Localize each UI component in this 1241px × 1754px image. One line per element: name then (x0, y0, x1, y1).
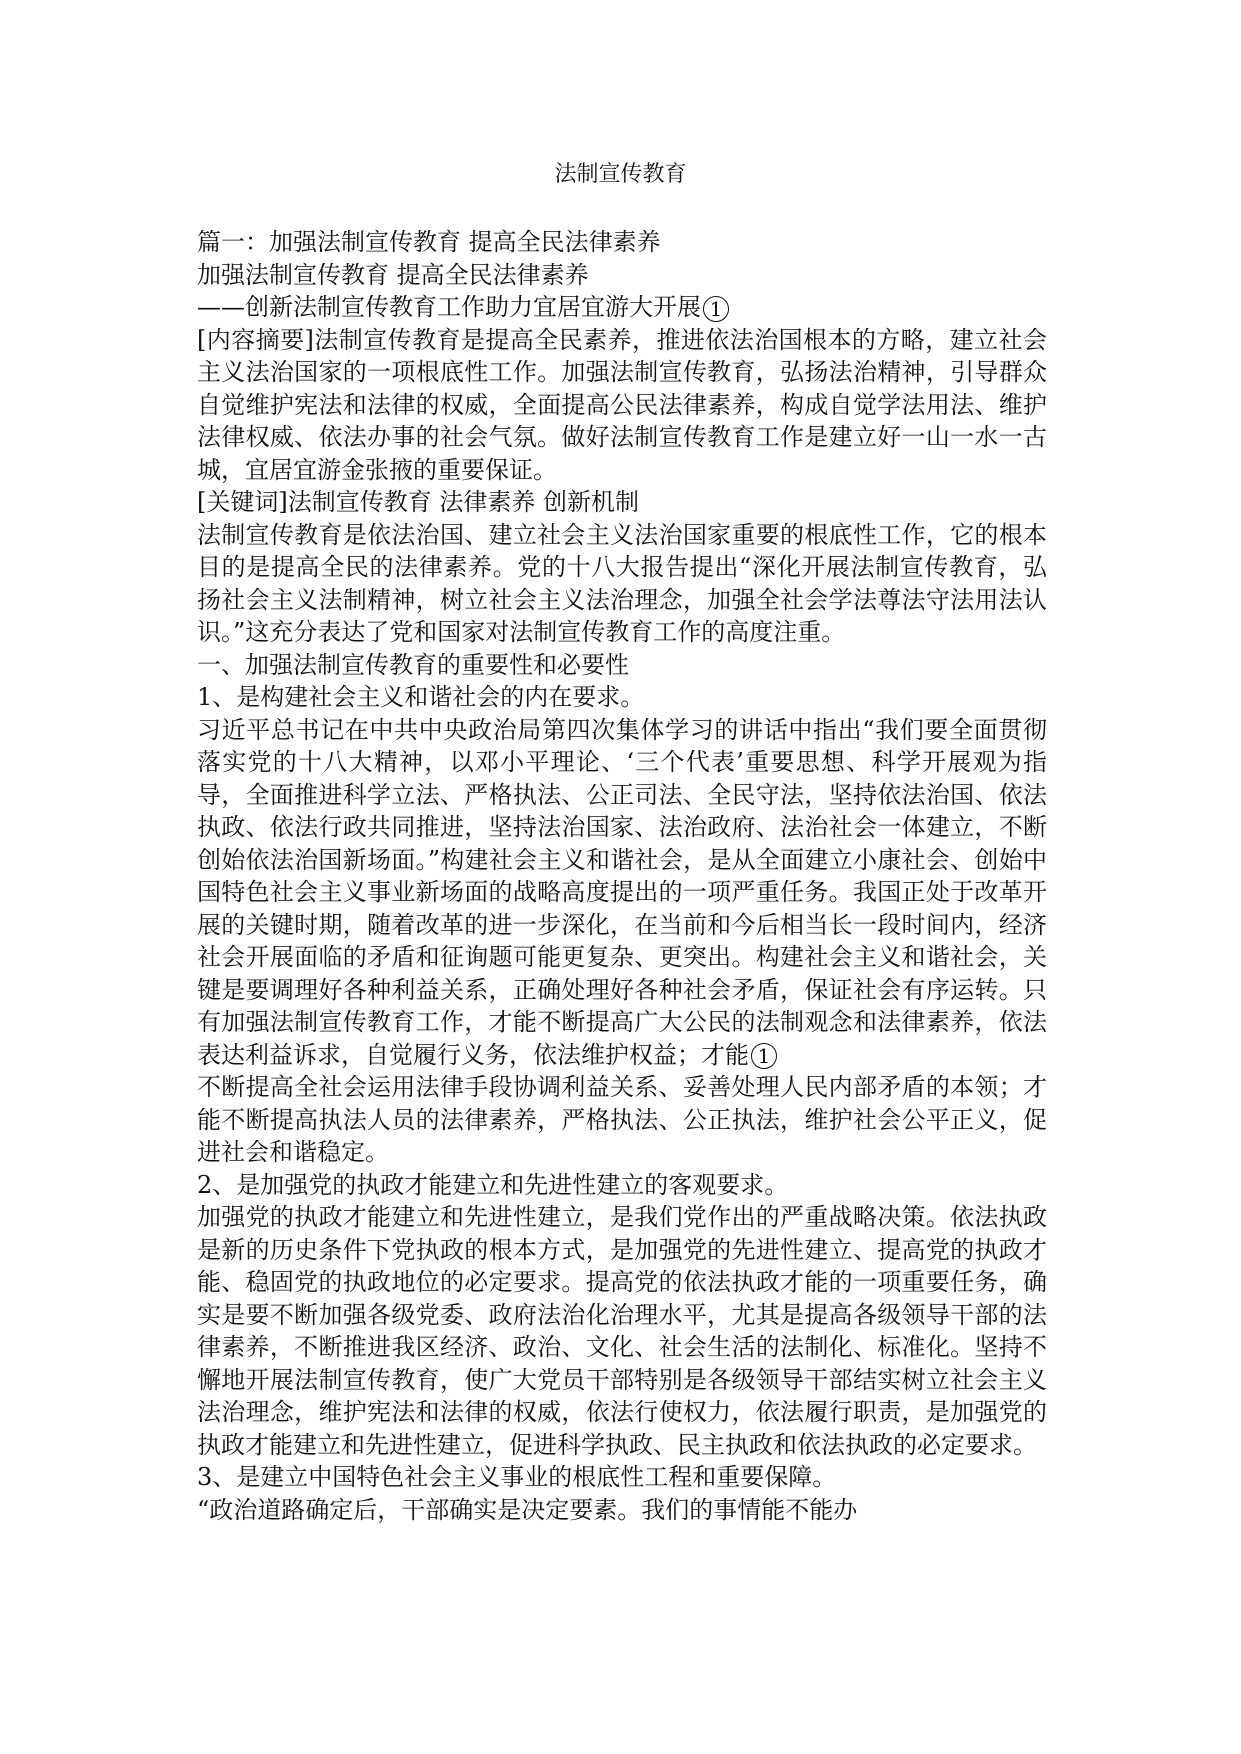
paragraph-text: 1、是构建社会主义和谐社会的内在要求。 (197, 683, 645, 711)
paragraph-text: 法制宣传教育是依法治国、建立社会主义法治国家重要的根底性工作，它的根本目的是提高全民的法律素养。党的十八大报告提出“深化开展法制宣传教育，弘扬社会主义法制精神，树立社会主义法治理念，加强全社会学法尊法守法用法认识。”这充分表达了党和国家对法制宣传教育工作的高度注重。 (197, 520, 1047, 646)
paragraph (197, 486, 1047, 519)
paragraph (197, 226, 1047, 259)
paragraph-text: 习近平总书记在中共中央政治局第四次集体学习的讲话中指出“我们要全面贯彻落实党的十八大精神，以邓小平理论、‘三个代表’重要思想、科学开展观为指导，全面推进科学立法、严格执法、公正司法、全民守法，坚持依法治国、依法执政、依法行政共同推进，坚持法治国家、法治政府、法治社会一体建立，不断创始依法治国新场面。”构建社会主义和谐社会，是从全面建立小康社会、创始中国特色社会主义事业新场面的战略高度提出的一项严重任务。我国正处于改革开展的关键时期，随着改革的进一步深化，在当前和今后相当长一段时间内，经济社会开展面临的矛盾和征询题可能更复杂、更突出。构建社会主义和谐社会，关键是要调理好各种利益关系，正确处理好各种社会矛盾，保证社会有序运转。只有加强法制宣传教育工作，才能不断提高广大公民的法制观念和法律素养，依法表达利益诉求，自觉履行义务，依法维护权益；才能 (197, 715, 1047, 1069)
paragraph-text: 2、是加强党的执政才能建立和先进性建立的客观要求。 (197, 1170, 789, 1199)
document-title: 法制宣传教育 (554, 162, 687, 187)
paragraph (197, 1494, 1047, 1527)
paragraph (197, 649, 1047, 682)
paragraph-text: 加强法制宣传教育 提高全民法律素养 (197, 260, 589, 289)
paragraph-text: “政治道路确定后，干部确实是决定要素。我们的事情能不能办 (197, 1495, 858, 1524)
paragraph-text: 一、加强法制宣传教育的重要性和必要性 (197, 650, 629, 679)
paragraph-text: ——创新法制宣传教育工作助力宜居宜游大开展 (197, 293, 701, 321)
paragraph-text: 不断提高全社会运用法律手段协调利益关系、妥善处理人民内部矛盾的本领；才能不断提高执法人员的法律素养，严格执法、公正执法，维护社会公平正义，促进社会和谐稳定。 (197, 1073, 1047, 1166)
footnote-marker: 1 (703, 296, 729, 322)
paragraph (197, 519, 1047, 649)
paragraph (197, 1169, 1047, 1202)
paragraph (197, 1461, 1047, 1494)
paragraph-text: 篇一：加强法制宣传教育 提高全民法律素养 (197, 228, 661, 256)
paragraph (197, 1071, 1047, 1169)
paragraph-text: 3、是建立中国特色社会主义事业的根底性工程和重要保障。 (197, 1463, 837, 1491)
paragraph-text: 加强党的执政才能建立和先进性建立，是我们党作出的严重战略决策。依法执政是新的历史条件下党执政的根本方式，是加强党的先进性建立、提高党的执政才能、稳固党的执政地位的必定要求。提高党的依法执政才能的一项重要任务，确实是要不断加强各级党委、政府法治化治理水平，尤其是提高各级领导干部的法律素养，不断推进我区经济、政治、文化、社会生活的法制化、标准化。坚持不懈地开展法制宣传教育，使广大党员干部特别是各级领导干部结实树立社会主义法治理念，维护宪法和法律的权威，依法行使权力，依法履行职责，是加强党的执政才能建立和先进性建立，促进科学执政、民主执政和依法执政的必定要求。 (197, 1203, 1047, 1459)
paragraph (197, 681, 1047, 714)
footnote-marker: 1 (751, 1043, 777, 1069)
document-body (197, 226, 1047, 1526)
paragraph (197, 1201, 1047, 1461)
paragraph (197, 714, 1047, 1072)
paragraph-text: [关键词]法制宣传教育 法律素养 创新机制 (197, 488, 639, 516)
paragraph (197, 324, 1047, 487)
paragraph (197, 291, 1047, 324)
paragraph-text: [内容摘要]法制宣传教育是提高全民素养，推进依法治国根本的方略，建立社会主义法治国家的一项根底性工作。加强法制宣传教育，弘扬法治精神，引导群众自觉维护宪法和法律的权威，全面提高公民法律素养，构成自觉学法用法、维护法律权威、依法办事的社会气氛。做好法制宣传教育工作是建立好一山一水一古城，宜居宜游金张掖的重要保证。 (197, 325, 1047, 484)
paragraph (197, 259, 1047, 292)
